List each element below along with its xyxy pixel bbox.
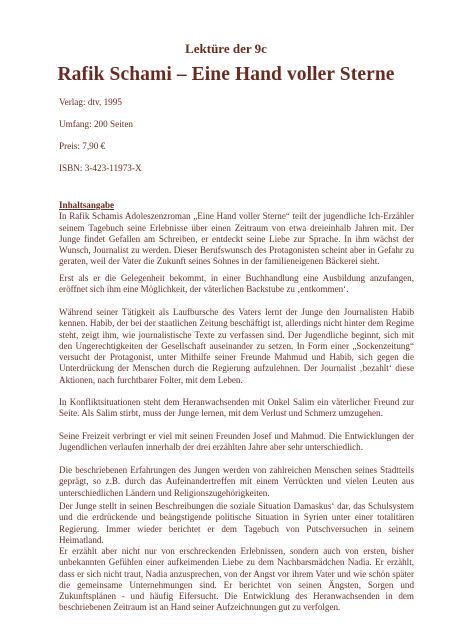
paragraph-7: Der Junge stellt in seinen Beschreibungen die soziale Situation Damaskus‘ dar, das Schulsystem und die erdrückende und beängstigende politische Situation in Syrien unter einer totalitären Regierung. Immer wieder berichtet er dem Tagebuch von Putschversuchen in seinem Heimatland. xyxy=(59,501,414,545)
paragraph-6: Die beschriebenen Erfahrungen des Jungen werden von zahlreichen Menschen seines Stadtteils geprägt, so z.B. durch das Aufeinandertreffen mit einem Verrückten und vielen Leuten aus unterschiedlichen Ländern und Religionszugehörigkeiten. xyxy=(59,465,414,498)
meta-preis: Preis: 7,90 € xyxy=(59,141,106,151)
paragraph-3: Während seiner Tätigkeit als Laufbursche des Vaters lernt der Junge den Journalisten Habib kennen. Habib, der bei der staatlichen Zeitung beschäftigt ist, allerdings nicht hinter dem Regime steht, zeigt ihm, wie journalistische Texte zu verfassen sind. Der Jugendliche beginnt, sich mit den Ungerechtigkeiten der Gesellschaft auseinander zu setzen. In Form einer „Sockenzeitung“ versucht der Protagonist, unter Mithilfe seiner Freunde Mahmud und Habib, sich gegen die Unterdrückung der Menschen durch die Regierung aufzulehnen. Der Journalist ‚bezahlt‘ diese Aktionen, nach furchtbarer Folter, mit dem Leben. xyxy=(59,307,414,385)
meta-umfang: Umfang: 200 Seiten xyxy=(59,119,133,129)
section-heading: Inhaltsangabe xyxy=(59,200,115,210)
paragraph-4: In Konfliktsituationen steht dem Heranwachsenden mit Onkel Salim ein väterlicher Freund zur Seite. Als Salim stirbt, muss der Junge lernen, mit dem Verlust und Schmerz umzugehen. xyxy=(59,397,414,419)
document-kicker: Lektüre der 9c xyxy=(185,41,267,56)
paragraph-2: Erst als er die Gelegenheit bekommt, in einer Buchhandlung eine Ausbildung anzufangen, eröffnet sich ihm eine Möglichkeit, der väterlichen Backstube zu ‚entkommen‘. xyxy=(59,273,414,295)
meta-verlag: Verlag: dtv, 1995 xyxy=(59,97,122,107)
meta-isbn: ISBN: 3-423-11973-X xyxy=(59,163,142,173)
document-title: Rafik Schami – Eine Hand voller Sterne xyxy=(57,64,395,85)
paragraph-5: Seine Freizeit verbringt er viel mit seinen Freunden Josef und Mahmud. Die Entwicklungen der Jugendlichen verlaufen innerhalb der drei erzählten Jahre aber sehr unterschiedlich. xyxy=(59,431,414,453)
paragraph-1: In Rafik Schamis Adoleszenzroman „Eine Hand voller Sterne“ teilt der jugendliche Ich-Erzähler seinem Tagebuch seine Erlebnisse über einen Zeitraum von etwa dreieinhalb Jahren mit. Der Junge findet Gefallen am Schreiben, er entdeckt seine Liebe zur Sprache. In ihm wächst der Wunsch, Journalist zu werden. Dieser Berufswunsch des Protagonisten scheint aber in Gefahr zu geraten, weil der Vater die Zukunft seines Sohnes in der familieneigenen Bäckerei sieht. xyxy=(59,211,414,267)
summary-block xyxy=(59,200,414,268)
paragraph-8: Er erzählt aber nicht nur von erschreckenden Erlebnissen, sondern auch von ersten, bisher unbekannten Gefühlen einer aufkeimenden Liebe zu dem Nachbarsmädchen Nadia. Er erzählt, dass er sich nicht traut, Nadia anzusprechen, von der Angst vor ihrem Vater und wie schön später die gemeinsame Unternehmungen sind. Er berichtet von seinen Ängsten, Sorgen und Zukunftsplänen - und häufig Eifersucht. Die Entwicklung des Heranwachsenden in dem beschriebenen Zeitraum ist an Hand seiner Aufzeichnungen gut zu verfolgen. xyxy=(59,546,414,613)
